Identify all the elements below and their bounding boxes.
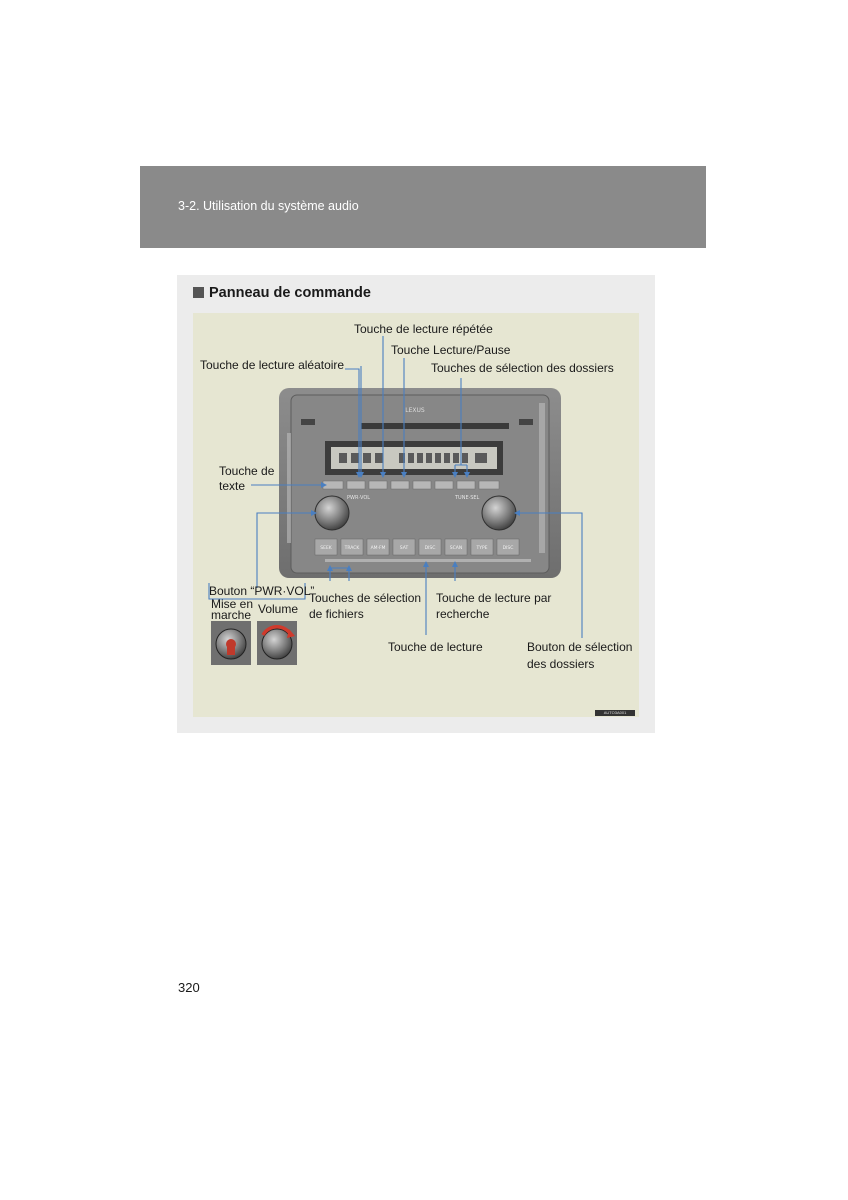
label-folder-knob-line2: des dossiers	[527, 657, 595, 671]
device-button-label: AM·FM	[370, 546, 386, 551]
square-bullet-icon	[193, 287, 204, 298]
page-number: 320	[178, 980, 200, 995]
power-knob-photo	[211, 621, 251, 665]
label-text-button-line1: Touche de	[219, 464, 275, 478]
label-file-buttons-line2: de fichiers	[309, 607, 364, 621]
label-play-button: Touche de lecture	[388, 640, 483, 654]
control-panel-section	[177, 275, 655, 733]
device-button-label: TRACK	[344, 546, 360, 551]
label-text-button-line2: texte	[219, 479, 246, 493]
label-repeat-button: Touche de lecture répétée	[354, 322, 493, 336]
knob-right-label: TUNE·SEL	[455, 495, 480, 501]
device-button-label: DISC	[502, 546, 514, 551]
label-scan-button-line1: Touche de lecture par	[436, 591, 552, 605]
device-button-label: SEEK	[320, 546, 332, 551]
brand-logo: LEXUS	[405, 407, 425, 414]
section-title: 3-2. Utilisation du système audio	[178, 199, 359, 213]
figure-code: AUTO3A001	[595, 710, 635, 716]
label-power-on-line1: Mise en	[211, 597, 254, 611]
label-volume: Volume	[258, 602, 299, 616]
section-header-band	[140, 166, 706, 248]
label-power-on-line2: marche	[211, 608, 252, 622]
volume-knob-photo	[257, 621, 297, 665]
knob-left-label: PWR·VOL	[347, 495, 371, 501]
audio-panel-figure	[193, 313, 639, 717]
panel-title: Panneau de commande	[193, 285, 371, 301]
device-button-label: SAT	[399, 546, 409, 551]
label-folder-buttons: Touches de sélection des dossiers	[431, 361, 614, 375]
label-pwr-vol-knob: Bouton “PWR·VOL”	[209, 584, 315, 598]
device-button-label: TYPE	[476, 546, 488, 551]
device-button-label: DISC	[424, 546, 436, 551]
device-button-label: SCAN	[449, 546, 463, 551]
label-file-buttons-line1: Touches de sélection	[309, 591, 422, 605]
label-play-pause-button: Touche Lecture/Pause	[391, 343, 511, 357]
label-scan-button-line2: recherche	[436, 607, 490, 621]
label-folder-knob-line1: Bouton de sélection	[527, 640, 633, 654]
label-random-button: Touche de lecture aléatoire	[200, 358, 345, 372]
